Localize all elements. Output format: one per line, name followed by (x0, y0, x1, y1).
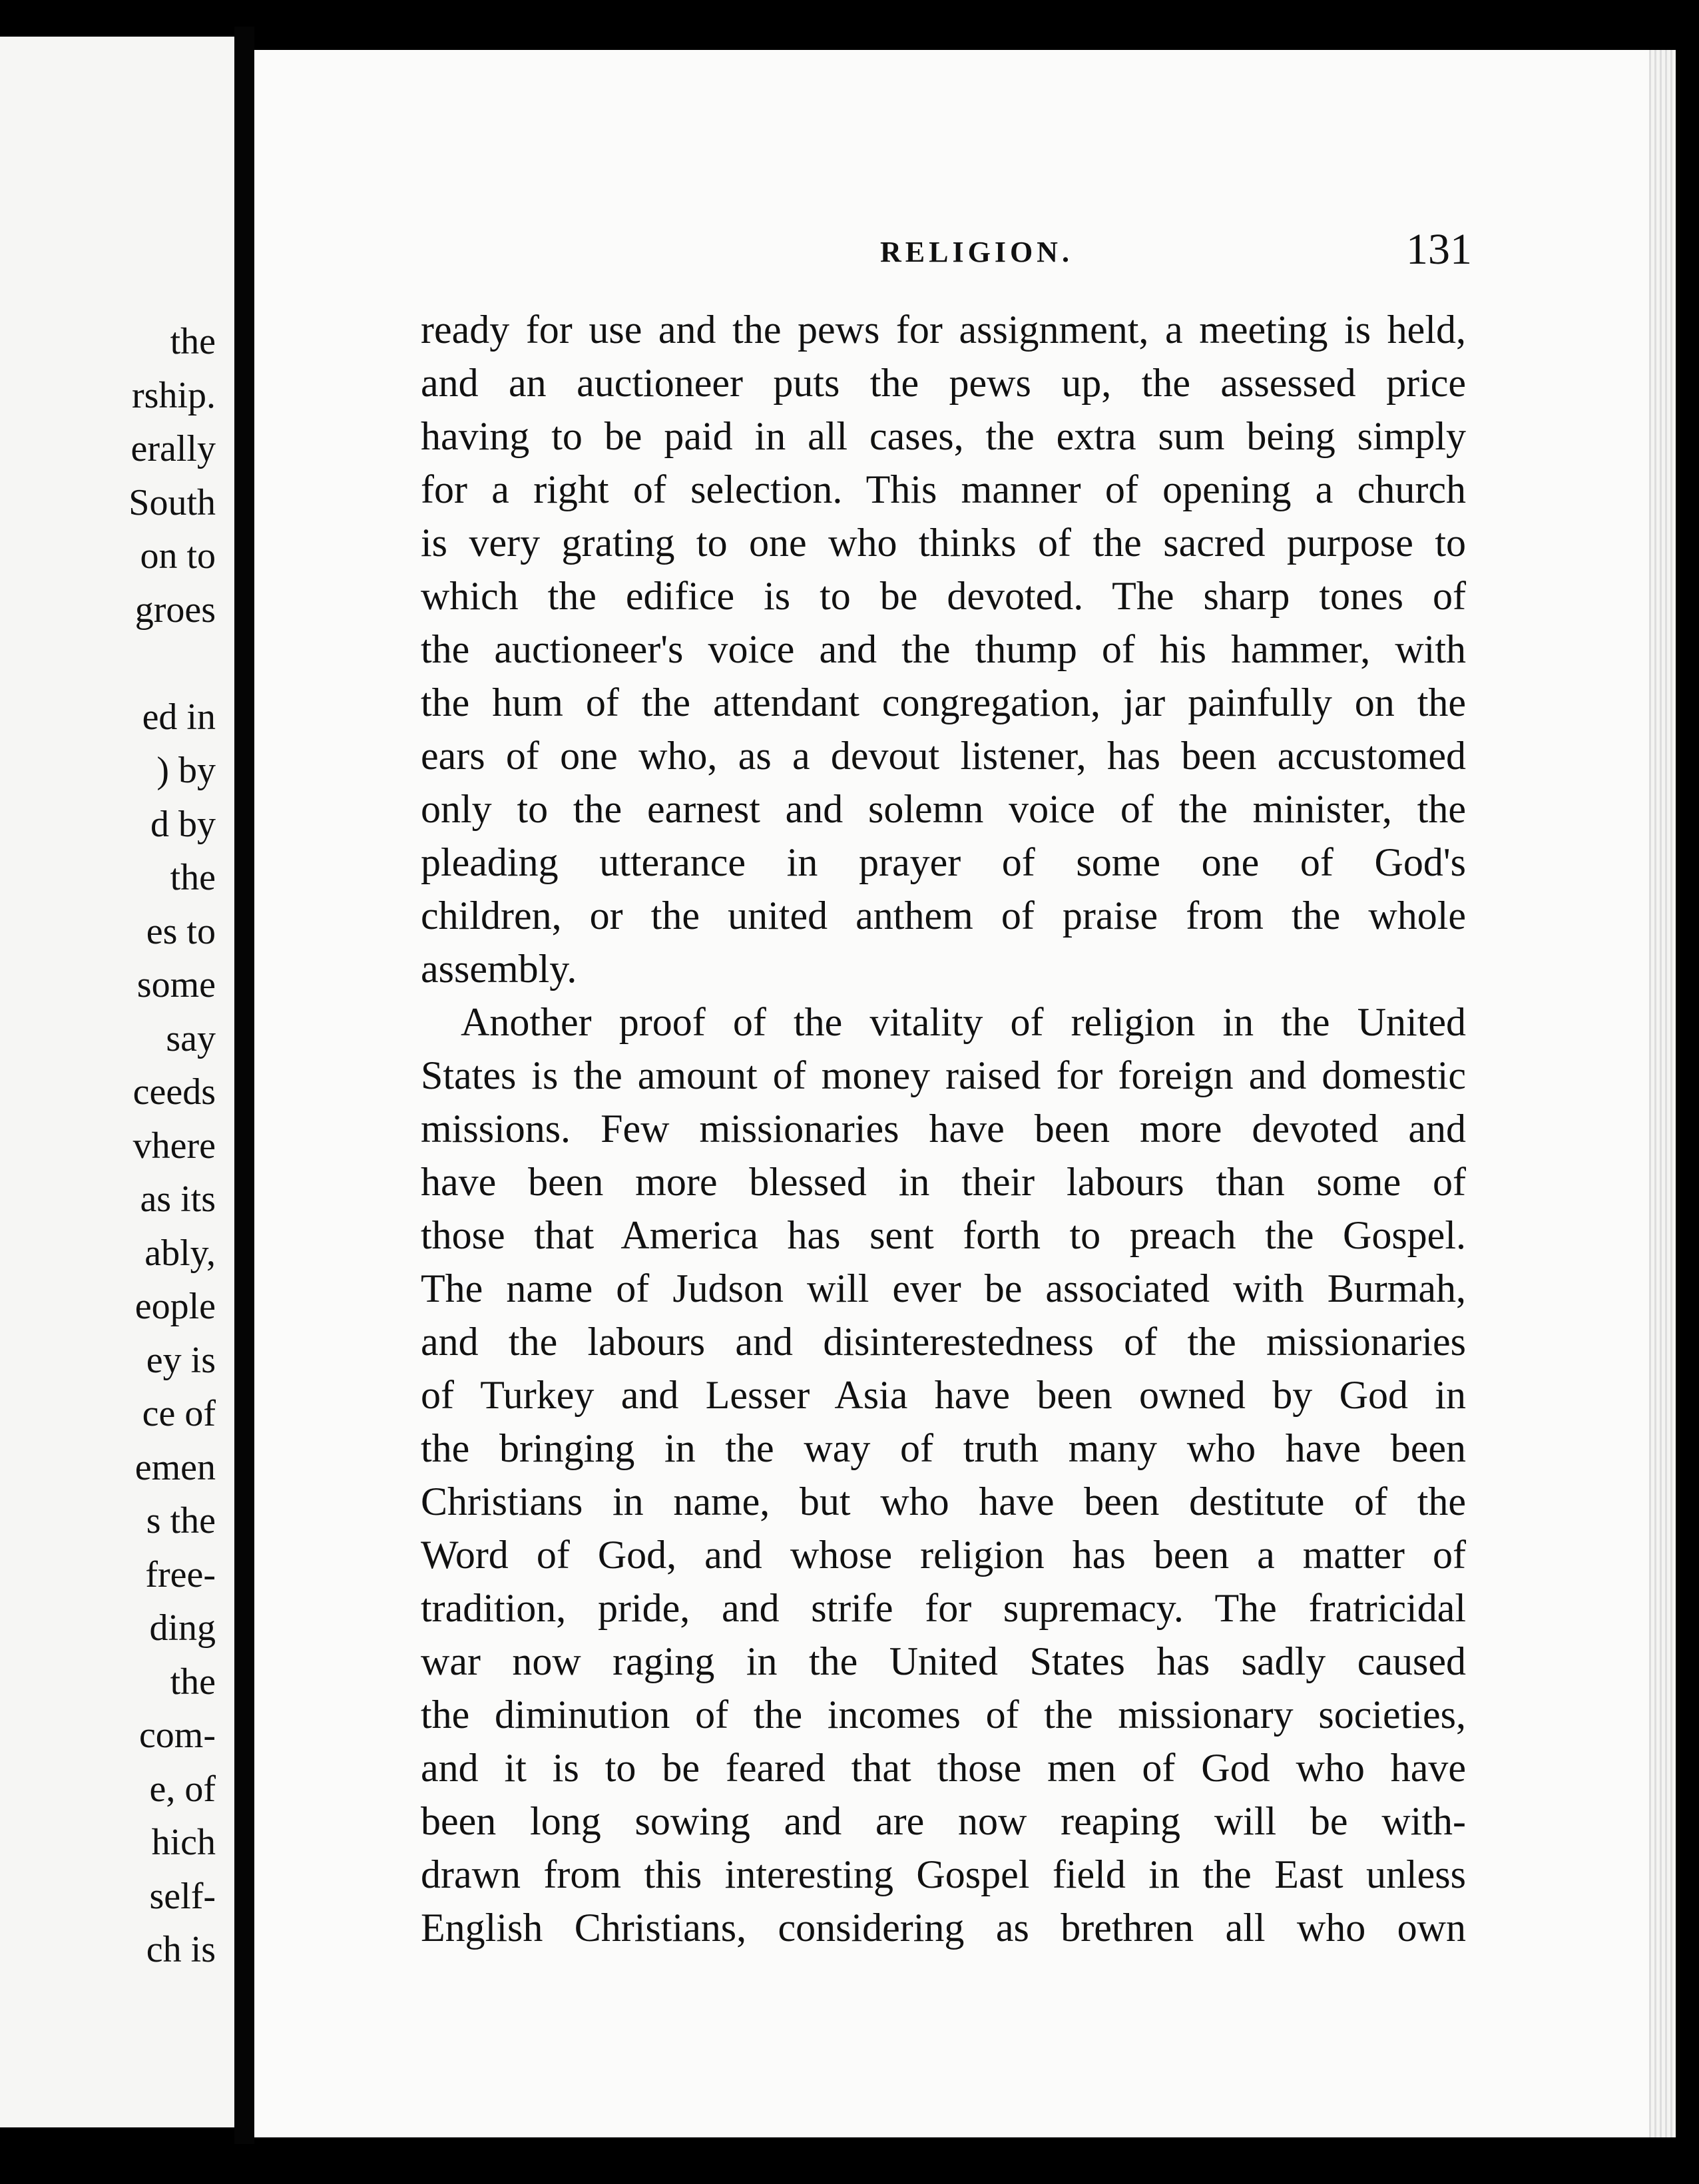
left-page-line: self- (149, 1875, 216, 1917)
left-page-line: ch is (146, 1929, 216, 1970)
text-line: States is the amount of money raised for foreign and domestic (421, 1053, 1466, 1097)
text-line: tradition, pride, and strife for supremacy. The fratricidal (421, 1586, 1466, 1630)
text-line: The name of Judson will ever be associated with Burmah, (421, 1266, 1466, 1310)
text-line: the hum of the attendant congregation, jar painfully on the (421, 681, 1466, 724)
text-line: war now raging in the United States has sadly caused (421, 1639, 1466, 1683)
text-line: having to be paid in all cases, the extra sum being simply (421, 414, 1466, 458)
left-page-fragment (0, 37, 234, 2127)
left-page-line: groes (134, 589, 216, 631)
text-line: the auctioneer's voice and the thump of his hammer, with (421, 627, 1466, 671)
left-page-line: some (136, 964, 216, 1005)
left-page-line: eople (134, 1286, 216, 1327)
text-line: and it is to be feared that those men of God who have (421, 1746, 1466, 1790)
paragraph (421, 303, 1466, 995)
left-page-line: the (170, 857, 216, 898)
text-line: the diminution of the incomes of the missionary societies, (421, 1693, 1466, 1737)
body-text (421, 303, 1466, 1954)
text-line: been long sowing and are now reaping will be with- (421, 1799, 1466, 1843)
text-line: is very grating to one who thinks of the sacred purpose to (421, 521, 1466, 565)
left-page-line: rship. (132, 374, 216, 416)
page-edges (1649, 50, 1676, 2137)
text-line: children, or the united anthem of praise from the whole (421, 894, 1466, 938)
text-line: assembly. (421, 947, 577, 991)
book-page (254, 50, 1676, 2137)
left-page-line: ey is (146, 1339, 216, 1381)
text-line: drawn from this interesting Gospel field in the East unless (421, 1852, 1466, 1896)
left-page-line: hich (151, 1822, 216, 1863)
left-page-line: ce of (142, 1393, 216, 1434)
text-line: of Turkey and Lesser Asia have been owned by God in (421, 1373, 1466, 1417)
left-page-line: ding (149, 1607, 216, 1649)
left-page-line: free- (145, 1553, 216, 1595)
left-page-line: ed in (142, 696, 216, 738)
text-line: for a right of selection. This manner of opening a church (421, 467, 1466, 511)
book-gutter (234, 27, 254, 2144)
text-line: Word of God, and whose religion has been a matter of (421, 1533, 1466, 1577)
text-line: Another proof of the vitality of religion in the United (461, 1000, 1466, 1044)
left-page-line: say (166, 1017, 216, 1059)
text-line: English Christians, considering as brethren all who own (421, 1906, 1466, 1950)
text-line: which the edifice is to be devoted. The sharp tones of (421, 574, 1466, 618)
left-page-line: South (128, 481, 216, 523)
left-page-line: vhere (132, 1125, 216, 1167)
text-line: have been more blessed in their labours than some of (421, 1160, 1466, 1204)
left-page-line: erally (130, 428, 216, 469)
left-page-line: the (170, 1661, 216, 1703)
text-line: only to the earnest and solemn voice of the minister, the (421, 787, 1466, 831)
text-line: pleading utterance in prayer of some one of God's (421, 840, 1466, 884)
left-page-line: es to (146, 910, 216, 952)
left-page-line: s the (146, 1500, 216, 1541)
text-line: Christians in name, but who have been destitute of the (421, 1480, 1466, 1523)
left-page-line: ) by (156, 750, 216, 791)
running-head: RELIGION. (880, 236, 1073, 268)
left-page-line: d by (150, 803, 216, 845)
text-line: and the labours and disinterestedness of the missionaries (421, 1320, 1466, 1364)
left-page-line: the (170, 321, 216, 362)
page-number: 131 (1406, 225, 1472, 274)
left-page-line: com- (138, 1715, 216, 1756)
left-page-line: on to (140, 535, 216, 577)
left-page-line: emen (134, 1446, 216, 1488)
paragraph (421, 995, 1466, 1954)
text-line: ready for use and the pews for assignment, a meeting is held, (421, 308, 1466, 352)
text-line: the bringing in the way of truth many who have been (421, 1426, 1466, 1470)
text-line: ears of one who, as a devout listener, has been accustomed (421, 734, 1466, 778)
text-line: and an auctioneer puts the pews up, the assessed price (421, 361, 1466, 405)
left-page-line: e, of (149, 1768, 216, 1810)
left-page-line: ceeds (132, 1071, 216, 1113)
left-page-line: ably, (144, 1232, 216, 1274)
text-line: those that America has sent forth to preach the Gospel. (421, 1213, 1466, 1257)
left-page-line: as its (140, 1179, 216, 1220)
text-line: missions. Few missionaries have been more devoted and (421, 1107, 1466, 1151)
